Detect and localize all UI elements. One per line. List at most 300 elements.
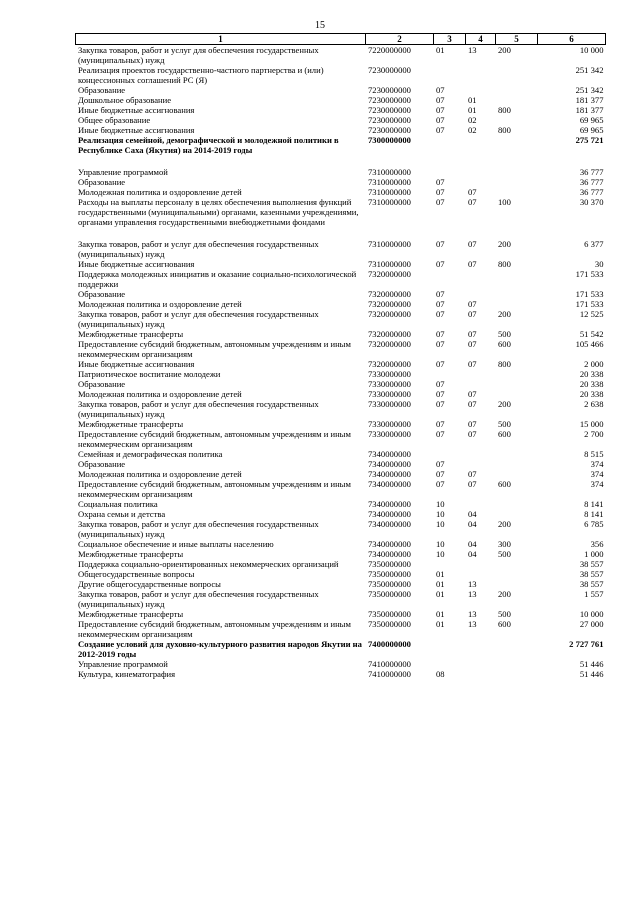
- row-amount: 30: [594, 259, 604, 269]
- row-code: 7340000000: [368, 539, 411, 549]
- row-amount: 171 533: [575, 299, 604, 309]
- row-expense-type: [496, 469, 538, 479]
- row-subsection: 07: [468, 399, 477, 409]
- row-section: 01: [436, 45, 445, 55]
- row-section: 07: [436, 299, 445, 309]
- row-amount: 51 542: [579, 329, 604, 339]
- row-code: 7350000000: [368, 619, 411, 629]
- row-amount: 10 000: [579, 45, 604, 55]
- row-amount: 1 557: [584, 589, 604, 599]
- row-expense-type: 800: [498, 259, 511, 269]
- row-expense-type: [496, 369, 538, 379]
- row-section: 07: [436, 359, 445, 369]
- row-expense-type: [496, 379, 538, 389]
- row-section: 07: [436, 389, 445, 399]
- row-subsection: 07: [468, 197, 477, 207]
- row-section: 07: [436, 399, 445, 409]
- row-section: [434, 369, 466, 379]
- row-section: 10: [436, 549, 445, 559]
- row-section: [434, 659, 466, 669]
- table-row: [76, 239, 606, 259]
- table-row: [76, 339, 606, 359]
- row-code: 7310000000: [368, 239, 411, 249]
- row-name: Общее образование: [78, 115, 151, 125]
- row-amount: 20 338: [579, 369, 604, 379]
- table-row: [76, 289, 606, 299]
- row-amount: 105 466: [575, 339, 604, 349]
- row-amount: 181 377: [575, 105, 604, 115]
- row-subsection: [466, 669, 496, 679]
- row-amount: 20 338: [579, 389, 604, 399]
- row-name: Поддержка молодежных инициатив и оказание социально-психологической поддержки: [78, 269, 357, 289]
- row-name: Молодежная политика и оздоровление детей: [78, 187, 242, 197]
- table-row: [76, 105, 606, 115]
- row-expense-type: 200: [498, 45, 511, 55]
- row-amount: 171 533: [575, 289, 604, 299]
- row-expense-type: [496, 187, 538, 197]
- row-expense-type: 800: [498, 105, 511, 115]
- row-expense-type: [496, 569, 538, 579]
- row-amount: 251 342: [575, 65, 604, 75]
- row-subsection: [466, 369, 496, 379]
- row-code: 7350000000: [368, 569, 411, 579]
- row-expense-type: 500: [498, 329, 511, 339]
- row-expense-type: [496, 509, 538, 519]
- row-expense-type: [496, 289, 538, 299]
- table-row: [76, 125, 606, 135]
- row-name: Охрана семьи и детства: [78, 509, 166, 519]
- row-subsection: 07: [468, 389, 477, 399]
- row-section: 07: [436, 259, 445, 269]
- row-code: 7220000000: [368, 45, 411, 55]
- row-code: 7310000000: [368, 259, 411, 269]
- row-name: Иные бюджетные ассигнования: [78, 359, 195, 369]
- row-expense-type: 600: [498, 619, 511, 629]
- row-section: 07: [436, 429, 445, 439]
- row-name: Социальное обеспечение и иные выплаты населению: [78, 539, 274, 549]
- table-row: [76, 115, 606, 125]
- row-code: 7340000000: [368, 519, 411, 529]
- row-amount: 181 377: [575, 95, 604, 105]
- row-expense-type: [496, 65, 538, 85]
- row-code: 7330000000: [368, 399, 411, 409]
- row-section: 07: [436, 105, 445, 115]
- table-row: [76, 469, 606, 479]
- row-section: 10: [436, 539, 445, 549]
- row-subsection: 07: [468, 239, 477, 249]
- table-row: [76, 549, 606, 559]
- row-section: 01: [436, 619, 445, 629]
- row-amount: 38 557: [579, 579, 604, 589]
- row-expense-type: [496, 115, 538, 125]
- row-code: 7340000000: [368, 479, 411, 489]
- row-code: 7320000000: [368, 299, 411, 309]
- table-row: [76, 399, 606, 419]
- row-code: 7320000000: [368, 309, 411, 319]
- row-code: 7410000000: [368, 659, 411, 669]
- row-expense-type: 200: [498, 519, 511, 529]
- table-row: [76, 579, 606, 589]
- row-subsection: 07: [468, 479, 477, 489]
- row-name: Культура, кинематография: [78, 669, 176, 679]
- row-name: Иные бюджетные ассигнования: [78, 105, 195, 115]
- row-expense-type: [496, 95, 538, 105]
- row-amount: 12 525: [579, 309, 604, 319]
- row-name: Закупка товаров, работ и услуг для обеспечения государственных (муниципальных) нужд: [78, 309, 319, 329]
- row-subsection: [466, 459, 496, 469]
- row-amount: 251 342: [575, 85, 604, 95]
- row-code: 7340000000: [368, 499, 411, 509]
- row-amount: 374: [590, 469, 604, 479]
- table-row: [76, 509, 606, 519]
- table-row: [76, 379, 606, 389]
- page-number: 15: [315, 20, 325, 31]
- row-amount: 69 965: [579, 125, 604, 135]
- row-expense-type: 500: [498, 609, 511, 619]
- row-name: Реализация проектов государственно-частного партнерства и (или) концессионных соглашений РС (Я): [78, 65, 324, 85]
- row-expense-type: [496, 449, 538, 459]
- row-name: Закупка товаров, работ и услуг для обеспечения государственных (муниципальных) нужд: [78, 519, 319, 539]
- row-name: Образование: [78, 379, 126, 389]
- row-subsection: 04: [468, 549, 477, 559]
- row-name: Молодежная политика и оздоровление детей: [78, 299, 242, 309]
- row-code: 7320000000: [368, 339, 411, 349]
- row-section: 07: [436, 85, 445, 95]
- table-row: [76, 197, 606, 227]
- row-expense-type: [496, 85, 538, 95]
- row-section: 10: [436, 519, 445, 529]
- row-name: Патриотическое воспитание молодежи: [78, 369, 221, 379]
- row-section: 07: [436, 479, 445, 489]
- row-code: 7350000000: [368, 559, 411, 569]
- row-amount: 374: [590, 459, 604, 469]
- row-code: 7330000000: [368, 379, 411, 389]
- row-section: [434, 639, 466, 659]
- row-code: 7330000000: [368, 369, 411, 379]
- row-section: 07: [436, 239, 445, 249]
- row-code: 7340000000: [368, 549, 411, 559]
- row-name: Образование: [78, 177, 126, 187]
- row-amount: 30 370: [579, 197, 604, 207]
- row-section: 07: [436, 339, 445, 349]
- row-amount: 69 965: [579, 115, 604, 125]
- row-subsection: 07: [468, 469, 477, 479]
- table-row: [76, 187, 606, 197]
- row-name: Реализация семейной, демографической и молодежной политики в Республике Саха (Якутия) на 2014-2019 годы: [78, 135, 339, 155]
- row-expense-type: 800: [498, 359, 511, 369]
- row-subsection: [466, 659, 496, 669]
- row-subsection: 02: [468, 115, 477, 125]
- row-expense-type: [496, 579, 538, 589]
- row-name: Межбюджетные трансферты: [78, 329, 184, 339]
- row-subsection: 07: [468, 429, 477, 439]
- row-section: [434, 559, 466, 569]
- budget-table: [75, 33, 606, 679]
- row-expense-type: [496, 269, 538, 289]
- row-amount: 8 515: [584, 449, 604, 459]
- row-expense-type: 300: [498, 539, 511, 549]
- row-amount: 2 700: [584, 429, 604, 439]
- table-row: [76, 539, 606, 549]
- row-subsection: [466, 379, 496, 389]
- row-code: 7330000000: [368, 419, 411, 429]
- table-row: [76, 389, 606, 399]
- table-row: [76, 309, 606, 329]
- row-subsection: [466, 269, 496, 289]
- row-expense-type: [496, 389, 538, 399]
- row-code: 7320000000: [368, 359, 411, 369]
- row-amount: 2 000: [584, 359, 604, 369]
- row-subsection: 07: [468, 259, 477, 269]
- table-row: [76, 369, 606, 379]
- table-row: [76, 135, 606, 155]
- table-row: [76, 569, 606, 579]
- row-section: 10: [436, 509, 445, 519]
- row-section: 07: [436, 379, 445, 389]
- row-name: Закупка товаров, работ и услуг для обеспечения государственных (муниципальных) нужд: [78, 589, 319, 609]
- header-col-3: 3: [434, 34, 466, 45]
- row-subsection: [466, 289, 496, 299]
- row-code: 7330000000: [368, 429, 411, 439]
- row-expense-type: [496, 639, 538, 659]
- table-row: [76, 559, 606, 569]
- row-section: 01: [436, 579, 445, 589]
- table-row: [76, 65, 606, 85]
- row-subsection: [466, 449, 496, 459]
- row-section: 01: [436, 589, 445, 599]
- row-expense-type: 200: [498, 309, 511, 319]
- row-amount: 38 557: [579, 559, 604, 569]
- row-expense-type: 200: [498, 399, 511, 409]
- row-subsection: 13: [468, 589, 477, 599]
- table-body: [76, 45, 606, 680]
- row-subsection: [466, 569, 496, 579]
- row-section: [434, 167, 466, 177]
- row-subsection: 02: [468, 125, 477, 135]
- row-code: 7320000000: [368, 329, 411, 339]
- row-amount: 15 000: [579, 419, 604, 429]
- row-amount: 6 785: [584, 519, 604, 529]
- row-amount: 1 000: [584, 549, 604, 559]
- row-expense-type: [496, 659, 538, 669]
- table-row: [76, 609, 606, 619]
- table-row: [76, 669, 606, 679]
- row-code: 7320000000: [368, 269, 411, 279]
- row-name: Общегосударственные вопросы: [78, 569, 195, 579]
- header-col-5: 5: [496, 34, 538, 45]
- row-code: 7310000000: [368, 167, 411, 177]
- row-name: Закупка товаров, работ и услуг для обеспечения государственных (муниципальных) нужд: [78, 45, 319, 65]
- header-col-6: 6: [538, 34, 606, 45]
- row-subsection: 07: [468, 187, 477, 197]
- row-subsection: [466, 167, 496, 177]
- table-row: [76, 619, 606, 639]
- row-name: Предоставление субсидий бюджетным, автономным учреждениям и иным некоммерческим организациям: [78, 429, 351, 449]
- row-amount: 51 446: [579, 669, 604, 679]
- row-name: Предоставление субсидий бюджетным, автономным учреждениям и иным некоммерческим организациям: [78, 339, 351, 359]
- table-row: [76, 449, 606, 459]
- row-name: Межбюджетные трансферты: [78, 419, 184, 429]
- row-subsection: [466, 559, 496, 569]
- row-name: Расходы на выплаты персоналу в целях обеспечения выполнения функций государственными (муниципальными) органами, казенными учреждениями, органами управления государственными внебюджетными фондами: [78, 197, 359, 227]
- header-col-2: 2: [366, 34, 434, 45]
- row-code: 7230000000: [368, 115, 411, 125]
- row-expense-type: [496, 459, 538, 469]
- row-name: Создание условий для духовно-культурного развития народов Якутии на 2012-2019 годы: [78, 639, 362, 659]
- row-code: 7350000000: [368, 589, 411, 599]
- row-section: [434, 135, 466, 155]
- row-name: Предоставление субсидий бюджетным, автономным учреждениям и иным некоммерческим организациям: [78, 619, 351, 639]
- table-row: [76, 259, 606, 269]
- row-section: 07: [436, 197, 445, 207]
- row-section: 07: [436, 309, 445, 319]
- row-section: 07: [436, 115, 445, 125]
- row-name: Управление программой: [78, 167, 168, 177]
- row-code: 7400000000: [368, 639, 411, 649]
- row-amount: 51 446: [579, 659, 604, 669]
- row-subsection: 04: [468, 539, 477, 549]
- table-row: [76, 499, 606, 509]
- row-name: Закупка товаров, работ и услуг для обеспечения государственных (муниципальных) нужд: [78, 239, 319, 259]
- row-subsection: 07: [468, 329, 477, 339]
- table-row: [76, 659, 606, 669]
- row-expense-type: 100: [498, 197, 511, 207]
- row-subsection: 13: [468, 609, 477, 619]
- row-subsection: 01: [468, 105, 477, 115]
- row-name: Молодежная политика и оздоровление детей: [78, 469, 242, 479]
- row-expense-type: [496, 499, 538, 509]
- row-section: 01: [436, 609, 445, 619]
- row-code: 7350000000: [368, 609, 411, 619]
- row-code: 7230000000: [368, 65, 411, 75]
- row-name: Образование: [78, 459, 126, 469]
- table-row: [76, 419, 606, 429]
- row-code: 7330000000: [368, 389, 411, 399]
- row-name: Иные бюджетные ассигнования: [78, 259, 195, 269]
- row-amount: 8 141: [584, 499, 604, 509]
- table-row: [76, 429, 606, 449]
- row-amount: 6 377: [584, 239, 604, 249]
- row-name: Поддержка социально-ориентированных некоммерческих организаций: [78, 559, 339, 569]
- table-row: [76, 95, 606, 105]
- table-row: [76, 479, 606, 499]
- row-name: Управление программой: [78, 659, 168, 669]
- row-name: Иные бюджетные ассигнования: [78, 125, 195, 135]
- row-name: Другие общегосударственные вопросы: [78, 579, 221, 589]
- row-code: 7350000000: [368, 579, 411, 589]
- row-section: 07: [436, 125, 445, 135]
- row-subsection: [466, 499, 496, 509]
- row-amount: 20 338: [579, 379, 604, 389]
- row-section: 07: [436, 459, 445, 469]
- row-subsection: 13: [468, 579, 477, 589]
- row-code: 7230000000: [368, 125, 411, 135]
- row-section: 07: [436, 187, 445, 197]
- row-section: 07: [436, 469, 445, 479]
- row-section: [434, 269, 466, 289]
- row-spacer: [76, 155, 606, 167]
- row-subsection: 07: [468, 339, 477, 349]
- row-code: 7340000000: [368, 449, 411, 459]
- table-row: [76, 85, 606, 95]
- row-subsection: 13: [468, 619, 477, 629]
- table-row: [76, 459, 606, 469]
- row-name: Дошкольное образование: [78, 95, 172, 105]
- row-code: 7410000000: [368, 669, 411, 679]
- row-section: 07: [436, 95, 445, 105]
- row-section: 07: [436, 329, 445, 339]
- row-expense-type: [496, 135, 538, 155]
- row-amount: 27 000: [579, 619, 604, 629]
- row-subsection: [466, 135, 496, 155]
- row-section: 07: [436, 419, 445, 429]
- row-name: Предоставление субсидий бюджетным, автономным учреждениям и иным некоммерческим организациям: [78, 479, 351, 499]
- table-header-row: [76, 34, 606, 45]
- row-expense-type: [496, 559, 538, 569]
- row-expense-type: 600: [498, 339, 511, 349]
- table-row: [76, 299, 606, 309]
- row-section: 07: [436, 289, 445, 299]
- row-subsection: 04: [468, 509, 477, 519]
- table-row: [76, 519, 606, 539]
- table-row: [76, 329, 606, 339]
- header-col-4: 4: [466, 34, 496, 45]
- row-amount: 356: [590, 539, 604, 549]
- row-section: 07: [436, 177, 445, 187]
- row-expense-type: 200: [498, 589, 511, 599]
- row-subsection: 07: [468, 309, 477, 319]
- row-section: 08: [436, 669, 445, 679]
- row-section: [434, 65, 466, 85]
- row-name: Межбюджетные трансферты: [78, 549, 184, 559]
- row-amount: 36 777: [579, 167, 604, 177]
- row-code: 7300000000: [368, 135, 411, 145]
- row-expense-type: [496, 167, 538, 177]
- row-code: 7230000000: [368, 85, 411, 95]
- row-section: 10: [436, 499, 445, 509]
- row-name: Закупка товаров, работ и услуг для обеспечения государственных (муниципальных) нужд: [78, 399, 319, 419]
- row-expense-type: 600: [498, 429, 511, 439]
- row-amount: 2 638: [584, 399, 604, 409]
- row-amount: 2 727 761: [569, 639, 604, 649]
- row-amount: 38 557: [579, 569, 604, 579]
- row-subsection: [466, 85, 496, 95]
- row-amount: 36 777: [579, 187, 604, 197]
- row-code: 7340000000: [368, 509, 411, 519]
- table-row: [76, 177, 606, 187]
- row-expense-type: [496, 669, 538, 679]
- row-code: 7230000000: [368, 105, 411, 115]
- row-amount: 374: [590, 479, 604, 489]
- row-subsection: [466, 177, 496, 187]
- row-name: Межбюджетные трансферты: [78, 609, 184, 619]
- row-subsection: [466, 65, 496, 85]
- row-amount: 36 777: [579, 177, 604, 187]
- header-col-1: 1: [76, 34, 366, 45]
- row-subsection: 07: [468, 419, 477, 429]
- row-expense-type: 800: [498, 125, 511, 135]
- row-expense-type: [496, 299, 538, 309]
- table-row: [76, 639, 606, 659]
- spacer-cell: [76, 227, 606, 239]
- row-expense-type: 200: [498, 239, 511, 249]
- row-amount: 171 533: [575, 269, 604, 279]
- row-subsection: 04: [468, 519, 477, 529]
- table-row: [76, 589, 606, 609]
- row-code: 7340000000: [368, 459, 411, 469]
- row-subsection: 07: [468, 359, 477, 369]
- row-section: 01: [436, 569, 445, 579]
